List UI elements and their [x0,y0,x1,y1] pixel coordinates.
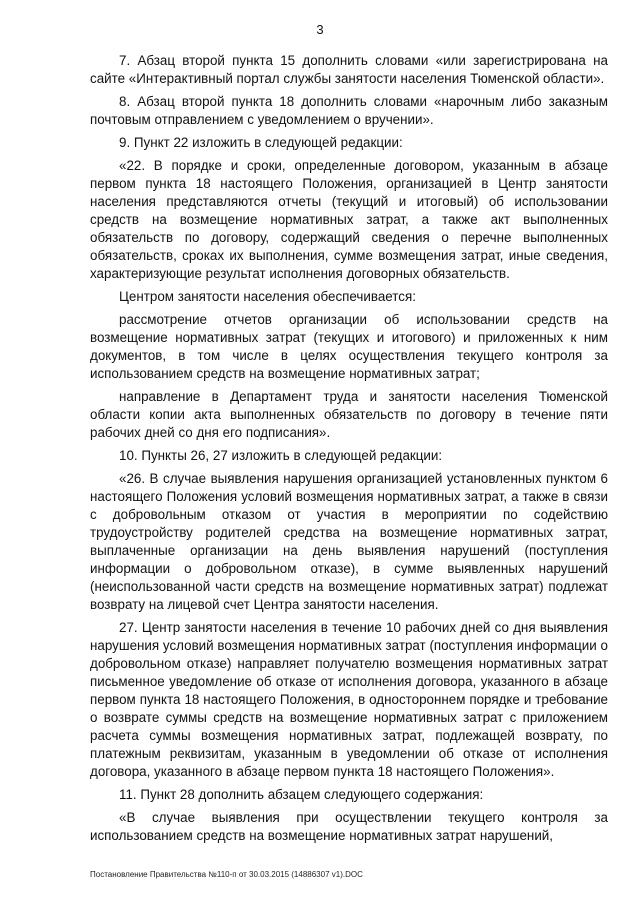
paragraph-report-review: рассмотрение отчетов организации об использовании средств на возмещение нормативных затрат (текущих и итогового) и приложенных к ним документов, в том числе в целях осуществления текущего контроля за использованием средств на возмещение нормативных затрат; [90,312,608,381]
paragraph-item-7: 7. Абзац второй пункта 15 дополнить словами «или зарегистрирована на сайте «Интерактивный портал службы занятости населения Тюменской области». [90,53,608,86]
document-footer: Постановление Правительства №110-п от 30.03.2015 (14886307 v1).DOC [90,870,363,879]
paragraph-clause-28-addition: «В случае выявления при осуществлении текущего контроля за использованием средств на возмещение нормативных затрат нарушений, [90,810,608,843]
paragraph-act-forwarding: направление в Департамент труда и занятости населения Тюменской области копии акта выполненных обязательств по договору в течение пяти рабочих дней со дня его подписания». [90,389,608,440]
paragraph-clause-27: 27. Центр занятости населения в течение 10 рабочих дней со дня выявления нарушения условий возмещения нормативных затрат (поступления информации о добровольном отказе) направляет получателю возмещения нормативных затрат письменное уведомление об отказе от исполнения договора, указанного в абзаце первом пункта 18 настоящего Положения, в одностороннем порядке и требование о возврате суммы средств на возмещение нормативных затрат с приложением расчета суммы возмещения нормативных затрат, подлежащей возврату, по платежным реквизитам, указанным в уведомлении об отказе от исполнения договора, указанного в абзаце первом пункта 18 настоящего Положения». [90,620,608,779]
paragraph-employment-center-duties: Центром занятости населения обеспечивается: [119,289,416,304]
document-body [90,52,608,850]
paragraph-item-10: 10. Пункты 26, 27 изложить в следующей редакции: [119,448,443,463]
page-number: 3 [316,22,324,37]
paragraph-item-8: 8. Абзац второй пункта 18 дополнить словами «нарочным либо заказным почтовым отправлением с уведомлением о вручении». [90,94,608,127]
paragraph-item-9: 9. Пункт 22 изложить в следующей редакции: [119,135,403,150]
paragraph-clause-22: «22. В порядке и сроки, определенные договором, указанным в абзаце первом пункта 18 настоящего Положения, организацией в Центр занятости населения представляются отчеты (текущий и итоговый) об использовании средств на возмещение нормативных затрат, а также акт выполненных обязательств по договору, содержащий сведения о перечне выполненных обязательств, сроках их выполнения, сумме возмещения затрат, иные сведения, характеризующие результат исполнения договорных обязательств. [90,158,608,281]
paragraph-clause-26: «26. В случае выявления нарушения организацией установленных пунктом 6 настоящего Положения условий возмещения нормативных затрат, а также в связи с добровольным отказом от участия в мероприятии по содействию трудоустройству родителей средства на возмещение нормативных затрат, выплаченные организации на день выявления нарушений (поступления информации о добровольном отказе), в сумме выявленных нарушений (неиспользованной части средств на возмещение нормативных затрат) подлежат возврату на лицевой счет Центра занятости населения. [90,471,608,612]
paragraph-item-11: 11. Пункт 28 дополнить абзацем следующего содержания: [119,787,484,802]
